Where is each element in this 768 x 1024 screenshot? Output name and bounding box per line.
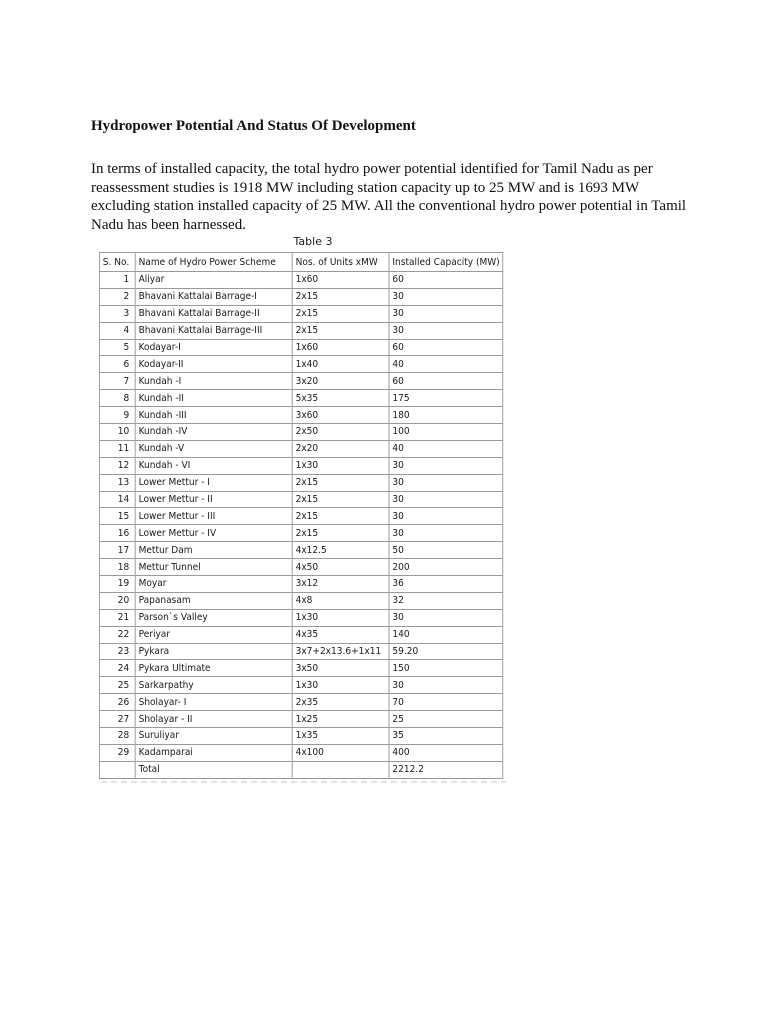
capacity-cell: 35 bbox=[389, 728, 503, 745]
table-row bbox=[99, 643, 503, 660]
sno-cell: 14 bbox=[99, 491, 135, 508]
table-row bbox=[99, 576, 503, 593]
units-cell: 1x35 bbox=[292, 728, 389, 745]
sno-cell: 26 bbox=[99, 694, 135, 711]
header-units: Nos. of Units xMW bbox=[292, 253, 389, 272]
table-row bbox=[99, 592, 503, 609]
sno-cell: 18 bbox=[99, 559, 135, 576]
scheme-name-cell: Suruliyar bbox=[135, 728, 292, 745]
scheme-name-cell: Bhavani Kattalai Barrage-I bbox=[135, 288, 292, 305]
sno-cell: 2 bbox=[99, 288, 135, 305]
table-header-row bbox=[99, 253, 503, 272]
capacity-cell: 30 bbox=[389, 474, 503, 491]
scheme-name-cell: Kundah -I bbox=[135, 373, 292, 390]
scheme-name-cell: Lower Mettur - IV bbox=[135, 525, 292, 542]
capacity-cell: 100 bbox=[389, 424, 503, 441]
table-row bbox=[99, 440, 503, 457]
sno-cell: 10 bbox=[99, 424, 135, 441]
capacity-cell: 200 bbox=[389, 559, 503, 576]
intro-paragraph: In terms of installed capacity, the total hydro power potential identified for Tamil Nadu as per reassessment studies is 1918 MW including station capacity up to 25 MW and is 1693 MW excluding station installed capacity of 25 MW. All the conventional hydro power potential in Tamil Nadu has been harnessed. bbox=[91, 161, 687, 233]
table-row bbox=[99, 390, 503, 407]
table-row bbox=[99, 272, 503, 289]
header-scheme-name: Name of Hydro Power Scheme bbox=[135, 253, 292, 272]
sno-cell: 21 bbox=[99, 609, 135, 626]
sno-cell: 29 bbox=[99, 744, 135, 761]
sno-cell: 5 bbox=[99, 339, 135, 356]
scheme-name-cell: Parson`s Valley bbox=[135, 609, 292, 626]
units-cell: 1x60 bbox=[292, 339, 389, 356]
total-value: 2212.2 bbox=[389, 761, 503, 778]
scheme-name-cell: Pykara bbox=[135, 643, 292, 660]
header-sno: S. No. bbox=[99, 253, 135, 272]
sno-cell: 25 bbox=[99, 677, 135, 694]
capacity-cell: 30 bbox=[389, 322, 503, 339]
units-cell: 1x60 bbox=[292, 272, 389, 289]
scheme-name-cell: Kundah -II bbox=[135, 390, 292, 407]
table-row bbox=[99, 711, 503, 728]
sno-cell: 24 bbox=[99, 660, 135, 677]
scheme-name-cell: Mettur Dam bbox=[135, 542, 292, 559]
units-cell: 3x12 bbox=[292, 576, 389, 593]
table-row bbox=[99, 626, 503, 643]
scheme-name-cell: Periyar bbox=[135, 626, 292, 643]
sno-cell: 17 bbox=[99, 542, 135, 559]
capacity-cell: 59.20 bbox=[389, 643, 503, 660]
sno-cell: 4 bbox=[99, 322, 135, 339]
units-cell: 1x30 bbox=[292, 609, 389, 626]
capacity-cell: 60 bbox=[389, 339, 503, 356]
units-cell: 1x25 bbox=[292, 711, 389, 728]
capacity-cell: 30 bbox=[389, 457, 503, 474]
hydro-schemes-table bbox=[99, 252, 503, 779]
units-cell: 4x12.5 bbox=[292, 542, 389, 559]
table-row bbox=[99, 559, 503, 576]
table-row bbox=[99, 491, 503, 508]
units-cell: 2x20 bbox=[292, 440, 389, 457]
capacity-cell: 40 bbox=[389, 440, 503, 457]
units-cell: 2x15 bbox=[292, 322, 389, 339]
units-cell: 3x50 bbox=[292, 660, 389, 677]
capacity-cell: 50 bbox=[389, 542, 503, 559]
units-cell: 4x100 bbox=[292, 744, 389, 761]
sno-cell: 27 bbox=[99, 711, 135, 728]
capacity-cell: 400 bbox=[389, 744, 503, 761]
capacity-cell: 180 bbox=[389, 407, 503, 424]
units-cell: 2x50 bbox=[292, 424, 389, 441]
sno-cell: 19 bbox=[99, 576, 135, 593]
scheme-name-cell: Lower Mettur - III bbox=[135, 508, 292, 525]
capacity-cell: 140 bbox=[389, 626, 503, 643]
table-row bbox=[99, 525, 503, 542]
scheme-name-cell: Lower Mettur - II bbox=[135, 491, 292, 508]
units-cell: 5x35 bbox=[292, 390, 389, 407]
sno-cell: 20 bbox=[99, 592, 135, 609]
sno-cell: 22 bbox=[99, 626, 135, 643]
scheme-name-cell: Moyar bbox=[135, 576, 292, 593]
units-cell: 2x35 bbox=[292, 694, 389, 711]
scheme-name-cell: Papanasam bbox=[135, 592, 292, 609]
capacity-cell: 30 bbox=[389, 508, 503, 525]
sno-cell: 15 bbox=[99, 508, 135, 525]
sno-cell: 28 bbox=[99, 728, 135, 745]
total-sno-cell bbox=[99, 761, 135, 778]
sno-cell: 9 bbox=[99, 407, 135, 424]
total-label: Total bbox=[135, 761, 292, 778]
table-row bbox=[99, 373, 503, 390]
table-row bbox=[99, 356, 503, 373]
capacity-cell: 30 bbox=[389, 609, 503, 626]
capacity-cell: 30 bbox=[389, 491, 503, 508]
table-row bbox=[99, 677, 503, 694]
scheme-name-cell: Mettur Tunnel bbox=[135, 559, 292, 576]
table-row bbox=[99, 660, 503, 677]
table-row bbox=[99, 728, 503, 745]
sno-cell: 13 bbox=[99, 474, 135, 491]
table-total-row bbox=[99, 761, 503, 778]
units-cell: 4x35 bbox=[292, 626, 389, 643]
table-footnote-faded bbox=[101, 781, 506, 783]
scheme-name-cell: Sholayar- I bbox=[135, 694, 292, 711]
capacity-cell: 32 bbox=[389, 592, 503, 609]
total-units-cell bbox=[292, 761, 389, 778]
capacity-cell: 30 bbox=[389, 677, 503, 694]
units-cell: 3x20 bbox=[292, 373, 389, 390]
capacity-cell: 150 bbox=[389, 660, 503, 677]
scheme-name-cell: Kundah -IV bbox=[135, 424, 292, 441]
units-cell: 3x60 bbox=[292, 407, 389, 424]
capacity-cell: 30 bbox=[389, 288, 503, 305]
table-row bbox=[99, 424, 503, 441]
hydro-table-container bbox=[99, 252, 529, 779]
table-row bbox=[99, 305, 503, 322]
scheme-name-cell: Kundah -III bbox=[135, 407, 292, 424]
sno-cell: 7 bbox=[99, 373, 135, 390]
table-row bbox=[99, 457, 503, 474]
table-row bbox=[99, 322, 503, 339]
units-cell: 1x30 bbox=[292, 677, 389, 694]
section-heading: Hydropower Potential And Status Of Development bbox=[91, 118, 416, 134]
table-body bbox=[99, 272, 503, 762]
capacity-cell: 30 bbox=[389, 525, 503, 542]
capacity-cell: 25 bbox=[389, 711, 503, 728]
scheme-name-cell: Sarkarpathy bbox=[135, 677, 292, 694]
sno-cell: 6 bbox=[99, 356, 135, 373]
table-row bbox=[99, 744, 503, 761]
scheme-name-cell: Kundah - VI bbox=[135, 457, 292, 474]
scheme-name-cell: Bhavani Kattalai Barrage-III bbox=[135, 322, 292, 339]
units-cell: 2x15 bbox=[292, 288, 389, 305]
capacity-cell: 40 bbox=[389, 356, 503, 373]
table-row bbox=[99, 339, 503, 356]
table-caption: Table 3 bbox=[293, 235, 333, 248]
scheme-name-cell: Kodayar-I bbox=[135, 339, 292, 356]
units-cell: 1x40 bbox=[292, 356, 389, 373]
scheme-name-cell: Kundah -V bbox=[135, 440, 292, 457]
capacity-cell: 36 bbox=[389, 576, 503, 593]
units-cell: 4x8 bbox=[292, 592, 389, 609]
table-row bbox=[99, 609, 503, 626]
units-cell: 1x30 bbox=[292, 457, 389, 474]
table-row bbox=[99, 474, 503, 491]
scheme-name-cell: Pykara Ultimate bbox=[135, 660, 292, 677]
units-cell: 2x15 bbox=[292, 525, 389, 542]
header-capacity: Installed Capacity (MW) bbox=[389, 253, 503, 272]
capacity-cell: 70 bbox=[389, 694, 503, 711]
sno-cell: 8 bbox=[99, 390, 135, 407]
sno-cell: 11 bbox=[99, 440, 135, 457]
units-cell: 2x15 bbox=[292, 305, 389, 322]
scheme-name-cell: Lower Mettur - I bbox=[135, 474, 292, 491]
scheme-name-cell: Bhavani Kattalai Barrage-II bbox=[135, 305, 292, 322]
capacity-cell: 175 bbox=[389, 390, 503, 407]
scheme-name-cell: Kodayar-II bbox=[135, 356, 292, 373]
scheme-name-cell: Sholayar - II bbox=[135, 711, 292, 728]
units-cell: 3x7+2x13.6+1x11 bbox=[292, 643, 389, 660]
capacity-cell: 30 bbox=[389, 305, 503, 322]
units-cell: 2x15 bbox=[292, 508, 389, 525]
table-row bbox=[99, 508, 503, 525]
capacity-cell: 60 bbox=[389, 272, 503, 289]
sno-cell: 16 bbox=[99, 525, 135, 542]
scheme-name-cell: Aliyar bbox=[135, 272, 292, 289]
table-row bbox=[99, 288, 503, 305]
sno-cell: 1 bbox=[99, 272, 135, 289]
capacity-cell: 60 bbox=[389, 373, 503, 390]
units-cell: 2x15 bbox=[292, 491, 389, 508]
sno-cell: 3 bbox=[99, 305, 135, 322]
table-row bbox=[99, 407, 503, 424]
scheme-name-cell: Kadamparai bbox=[135, 744, 292, 761]
table-row bbox=[99, 542, 503, 559]
sno-cell: 23 bbox=[99, 643, 135, 660]
units-cell: 4x50 bbox=[292, 559, 389, 576]
sno-cell: 12 bbox=[99, 457, 135, 474]
table-row bbox=[99, 694, 503, 711]
units-cell: 2x15 bbox=[292, 474, 389, 491]
